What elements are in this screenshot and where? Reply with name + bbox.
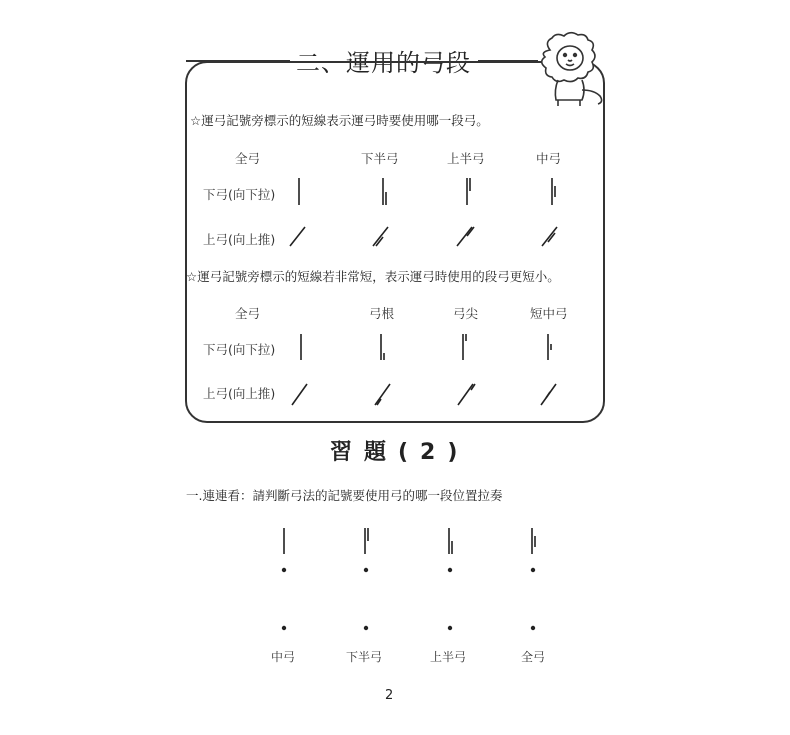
table1-header-middle: 中弓 bbox=[536, 151, 562, 166]
table1-row-up-bow: 上弓(向上推) bbox=[203, 232, 276, 247]
exercise-title: 習題(2) bbox=[330, 440, 470, 465]
table2-header-tip: 弓尖 bbox=[453, 306, 479, 321]
match-dot-bottom-2 bbox=[364, 626, 368, 630]
table1-header-upper-half: 上半弓 bbox=[447, 151, 485, 166]
match-dot-top-1 bbox=[282, 568, 286, 572]
table2-header-frog: 弓根 bbox=[369, 306, 395, 321]
match-dot-bottom-4 bbox=[531, 626, 535, 630]
section-title: 二、運用的弓段 bbox=[290, 43, 477, 78]
note-2: ☆運弓記號旁標示的短線若非常短，表示運弓時使用的段弓更短小。 bbox=[186, 269, 560, 284]
page-number: 2 bbox=[385, 688, 394, 703]
table1-header-full-bow: 全弓 bbox=[235, 151, 261, 166]
answer-full-bow: 全弓 bbox=[521, 650, 546, 664]
note-1: ☆運弓記號旁標示的短線表示運弓時要使用哪一段弓。 bbox=[190, 113, 489, 128]
table2-header-short-middle: 短中弓 bbox=[530, 306, 568, 321]
answer-lower-half: 下半弓 bbox=[346, 650, 383, 664]
match-dot-top-2 bbox=[364, 568, 368, 572]
answer-upper-half: 上半弓 bbox=[430, 650, 467, 664]
table2-header-full-bow: 全弓 bbox=[235, 306, 261, 321]
table2-row-up-bow: 上弓(向上推) bbox=[203, 386, 276, 401]
table2-row-down-bow: 下弓(向下拉) bbox=[203, 342, 276, 357]
exercise-instruction: 一.連連看：請判斷弓法的記號要使用弓的哪一段位置拉奏 bbox=[186, 488, 503, 503]
answer-middle-bow: 中弓 bbox=[271, 650, 296, 664]
table1-row-down-bow: 下弓(向下拉) bbox=[203, 187, 276, 202]
match-dot-top-4 bbox=[531, 568, 535, 572]
match-dot-top-3 bbox=[448, 568, 452, 572]
table1-header-lower-half: 下半弓 bbox=[361, 151, 399, 166]
match-dot-bottom-1 bbox=[282, 626, 286, 630]
match-dot-bottom-3 bbox=[448, 626, 452, 630]
